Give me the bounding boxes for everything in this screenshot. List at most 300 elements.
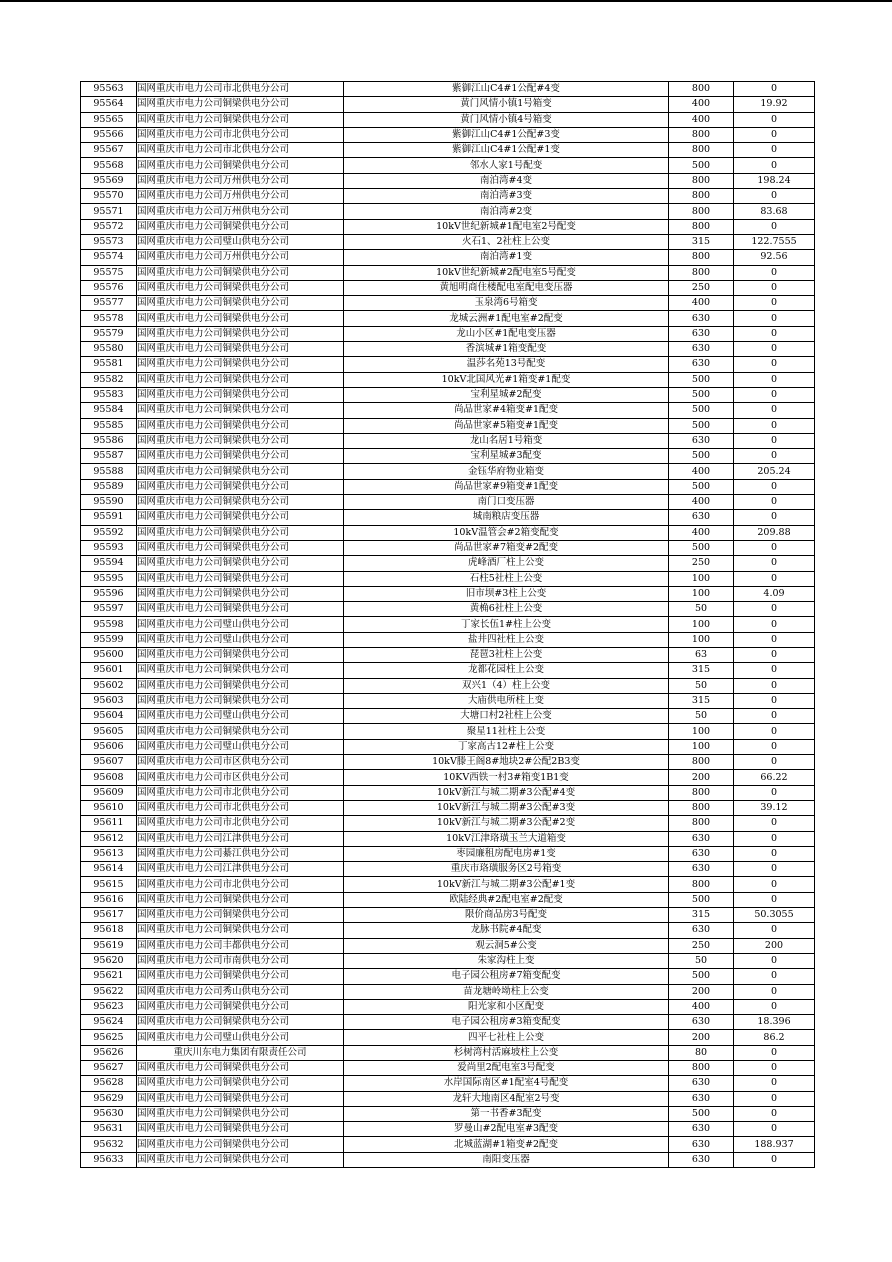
- capacity: 100: [669, 739, 734, 754]
- company-name: 国网重庆市电力公司铜梁供电分公司: [137, 311, 344, 326]
- row-id: 95565: [81, 112, 137, 127]
- company-name: 国网重庆市电力公司市北供电分公司: [137, 82, 344, 97]
- row-id: 95625: [81, 1030, 137, 1045]
- capacity: 630: [669, 433, 734, 448]
- row-id: 95624: [81, 1015, 137, 1030]
- transformer-name: 阳光家和小区配变: [344, 999, 669, 1014]
- company-name: 国网重庆市电力公司万州供电分公司: [137, 204, 344, 219]
- load-value: 0: [734, 280, 815, 295]
- transformer-name: 黄桷6社柱上公变: [344, 602, 669, 617]
- row-id: 95578: [81, 311, 137, 326]
- row-id: 95583: [81, 387, 137, 402]
- table-row: [81, 495, 815, 510]
- company-name: 国网重庆市电力公司铜梁供电分公司: [137, 663, 344, 678]
- capacity: 800: [669, 173, 734, 188]
- table-row: [81, 296, 815, 311]
- company-name: 国网重庆市电力公司铜梁供电分公司: [137, 969, 344, 984]
- row-id: 95633: [81, 1152, 137, 1167]
- row-id: 95598: [81, 617, 137, 632]
- capacity: 500: [669, 1106, 734, 1121]
- row-id: 95607: [81, 755, 137, 770]
- capacity: 630: [669, 831, 734, 846]
- table-row: [81, 464, 815, 479]
- capacity: 400: [669, 296, 734, 311]
- company-name: 国网重庆市电力公司铜梁供电分公司: [137, 1106, 344, 1121]
- load-value: 0: [734, 617, 815, 632]
- capacity: 400: [669, 999, 734, 1014]
- load-value: 0: [734, 647, 815, 662]
- capacity: 500: [669, 418, 734, 433]
- company-name: 国网重庆市电力公司铜梁供电分公司: [137, 112, 344, 127]
- row-id: 95593: [81, 540, 137, 555]
- transformer-name: 金钰华府物业箱变: [344, 464, 669, 479]
- table-row: [81, 999, 815, 1014]
- table-row: [81, 709, 815, 724]
- company-name: 国网重庆市电力公司铜梁供电分公司: [137, 280, 344, 295]
- row-id: 95623: [81, 999, 137, 1014]
- load-value: 0: [734, 82, 815, 97]
- row-id: 95631: [81, 1122, 137, 1137]
- row-id: 95574: [81, 250, 137, 265]
- transformer-name: 10KV西铁一村3#箱变1B1变: [344, 770, 669, 785]
- load-value: 0: [734, 785, 815, 800]
- table-row: [81, 724, 815, 739]
- row-id: 95618: [81, 923, 137, 938]
- capacity: 500: [669, 969, 734, 984]
- company-name: 国网重庆市电力公司綦江供电分公司: [137, 846, 344, 861]
- row-id: 95601: [81, 663, 137, 678]
- transformer-name: 10kV新江与城二期#3公配#3变: [344, 800, 669, 815]
- table-row: [81, 127, 815, 142]
- row-id: 95587: [81, 449, 137, 464]
- load-value: 0: [734, 433, 815, 448]
- company-name: 国网重庆市电力公司铜梁供电分公司: [137, 219, 344, 234]
- transformer-name: 聚星11社柱上公变: [344, 724, 669, 739]
- capacity: 630: [669, 1015, 734, 1030]
- transformer-name: 丁家长伍1#柱上公变: [344, 617, 669, 632]
- load-value: 19.92: [734, 97, 815, 112]
- table-row: [81, 173, 815, 188]
- load-value: 122.7555: [734, 234, 815, 249]
- transformer-name: 杉树湾村活麻坡柱上公变: [344, 1045, 669, 1060]
- capacity: 800: [669, 755, 734, 770]
- capacity: 800: [669, 189, 734, 204]
- load-value: 0: [734, 953, 815, 968]
- table-row: [81, 112, 815, 127]
- capacity: 630: [669, 1152, 734, 1167]
- table-row: [81, 739, 815, 754]
- capacity: 50: [669, 953, 734, 968]
- row-id: 95580: [81, 342, 137, 357]
- row-id: 95629: [81, 1091, 137, 1106]
- table-row: [81, 678, 815, 693]
- table-row: [81, 862, 815, 877]
- transformer-name: 龙山名居1号箱变: [344, 433, 669, 448]
- load-value: 0: [734, 999, 815, 1014]
- company-name: 国网重庆市电力公司铜梁供电分公司: [137, 464, 344, 479]
- company-name: 国网重庆市电力公司铜梁供电分公司: [137, 1091, 344, 1106]
- transformer-name: 紫御江山C4#1公配#4变: [344, 82, 669, 97]
- load-value: 0: [734, 862, 815, 877]
- row-id: 95614: [81, 862, 137, 877]
- table-row: [81, 846, 815, 861]
- capacity: 500: [669, 372, 734, 387]
- transformer-name: 尚品世家#9箱变#1配变: [344, 479, 669, 494]
- load-value: 0: [734, 1061, 815, 1076]
- table-row: [81, 984, 815, 999]
- table-body: [81, 82, 815, 1168]
- row-id: 95600: [81, 647, 137, 662]
- table-row: [81, 158, 815, 173]
- load-value: 0: [734, 816, 815, 831]
- load-value: 0: [734, 127, 815, 142]
- capacity: 630: [669, 1091, 734, 1106]
- company-name: 国网重庆市电力公司铜梁供电分公司: [137, 449, 344, 464]
- transformer-name: 盐井四社柱上公变: [344, 632, 669, 647]
- row-id: 95597: [81, 602, 137, 617]
- company-name: 国网重庆市电力公司铜梁供电分公司: [137, 158, 344, 173]
- load-value: 0: [734, 663, 815, 678]
- row-id: 95617: [81, 908, 137, 923]
- capacity: 50: [669, 709, 734, 724]
- row-id: 95604: [81, 709, 137, 724]
- table-row: [81, 433, 815, 448]
- load-value: 0: [734, 831, 815, 846]
- transformer-name: 限价商品房3号配变: [344, 908, 669, 923]
- table-row: [81, 219, 815, 234]
- company-name: 国网重庆市电力公司市区供电分公司: [137, 755, 344, 770]
- table-row: [81, 342, 815, 357]
- capacity: 630: [669, 846, 734, 861]
- capacity: 800: [669, 816, 734, 831]
- capacity: 800: [669, 82, 734, 97]
- capacity: 400: [669, 525, 734, 540]
- transformer-name: 火石1、2社柱上公变: [344, 234, 669, 249]
- company-name: 国网重庆市电力公司铜梁供电分公司: [137, 1122, 344, 1137]
- transformer-name: 电子园公租房#7箱变配变: [344, 969, 669, 984]
- company-name: 国网重庆市电力公司铜梁供电分公司: [137, 387, 344, 402]
- capacity: 50: [669, 678, 734, 693]
- transformer-name: 尚品世家#7箱变#2配变: [344, 540, 669, 555]
- row-id: 95572: [81, 219, 137, 234]
- table-row: [81, 479, 815, 494]
- transformer-name: 南泊湾#1变: [344, 250, 669, 265]
- table-row: [81, 1091, 815, 1106]
- transformer-name: 黄门风情小镇1号箱变: [344, 97, 669, 112]
- company-name: 国网重庆市电力公司铜梁供电分公司: [137, 1152, 344, 1167]
- capacity: 200: [669, 1030, 734, 1045]
- load-value: 0: [734, 923, 815, 938]
- capacity: 630: [669, 326, 734, 341]
- table-row: [81, 204, 815, 219]
- transformer-name: 10kV世纪新城#2配电室5号配变: [344, 265, 669, 280]
- transformer-name: 尚品世家#5箱变#1配变: [344, 418, 669, 433]
- table-row: [81, 892, 815, 907]
- load-value: 0: [734, 495, 815, 510]
- capacity: 400: [669, 495, 734, 510]
- load-value: 50.3055: [734, 908, 815, 923]
- load-value: 0: [734, 418, 815, 433]
- table-row: [81, 540, 815, 555]
- table-row: [81, 800, 815, 815]
- company-name: 国网重庆市电力公司市北供电分公司: [137, 143, 344, 158]
- company-name: 国网重庆市电力公司铜梁供电分公司: [137, 556, 344, 571]
- capacity: 200: [669, 770, 734, 785]
- company-name: 国网重庆市电力公司铜梁供电分公司: [137, 1137, 344, 1152]
- company-name: 国网重庆市电力公司璧山供电分公司: [137, 1030, 344, 1045]
- capacity: 500: [669, 892, 734, 907]
- table-row: [81, 143, 815, 158]
- load-value: 200: [734, 938, 815, 953]
- company-name: 国网重庆市电力公司铜梁供电分公司: [137, 296, 344, 311]
- company-name: 国网重庆市电力公司铜梁供电分公司: [137, 678, 344, 693]
- load-value: 0: [734, 1106, 815, 1121]
- load-value: 0: [734, 1045, 815, 1060]
- load-value: 0: [734, 678, 815, 693]
- capacity: 315: [669, 663, 734, 678]
- table-row: [81, 663, 815, 678]
- row-id: 95630: [81, 1106, 137, 1121]
- table-row: [81, 1030, 815, 1045]
- load-value: 0: [734, 1152, 815, 1167]
- transformer-name: 邻水人家1号配变: [344, 158, 669, 173]
- table-row: [81, 1152, 815, 1167]
- capacity: 500: [669, 479, 734, 494]
- transformer-name: 10kV温管会#2箱变配变: [344, 525, 669, 540]
- table-row: [81, 831, 815, 846]
- company-name: 国网重庆市电力公司铜梁供电分公司: [137, 571, 344, 586]
- transformer-name: 电子园公租房#3箱变配变: [344, 1015, 669, 1030]
- capacity: 800: [669, 204, 734, 219]
- transformer-name: 紫御江山C4#1公配#3变: [344, 127, 669, 142]
- capacity: 100: [669, 724, 734, 739]
- capacity: 63: [669, 647, 734, 662]
- load-value: 0: [734, 556, 815, 571]
- load-value: 0: [734, 540, 815, 555]
- company-name: 国网重庆市电力公司璧山供电分公司: [137, 632, 344, 647]
- table-row: [81, 923, 815, 938]
- company-name: 国网重庆市电力公司万州供电分公司: [137, 173, 344, 188]
- load-value: 0: [734, 158, 815, 173]
- capacity: 80: [669, 1045, 734, 1060]
- load-value: 0: [734, 632, 815, 647]
- transformer-name: 龙脉书院#4配变: [344, 923, 669, 938]
- load-value: 0: [734, 342, 815, 357]
- company-name: 国网重庆市电力公司市北供电分公司: [137, 785, 344, 800]
- table-row: [81, 816, 815, 831]
- transformer-name: 丁家高古12#柱上公变: [344, 739, 669, 754]
- load-value: 0: [734, 143, 815, 158]
- transformer-name: 虎峰酒厂柱上公变: [344, 556, 669, 571]
- row-id: 95627: [81, 1061, 137, 1076]
- row-id: 95612: [81, 831, 137, 846]
- table-row: [81, 280, 815, 295]
- transformer-name: 温莎名苑13号配变: [344, 357, 669, 372]
- row-id: 95592: [81, 525, 137, 540]
- capacity: 500: [669, 158, 734, 173]
- load-value: 0: [734, 602, 815, 617]
- transformer-name: 观云洞5#公变: [344, 938, 669, 953]
- load-value: 0: [734, 510, 815, 525]
- company-name: 国网重庆市电力公司铜梁供电分公司: [137, 510, 344, 525]
- capacity: 500: [669, 449, 734, 464]
- transformer-name: 南泊湾#4变: [344, 173, 669, 188]
- company-name: 国网重庆市电力公司铜梁供电分公司: [137, 479, 344, 494]
- row-id: 95608: [81, 770, 137, 785]
- load-value: 0: [734, 571, 815, 586]
- load-value: 0: [734, 372, 815, 387]
- row-id: 95566: [81, 127, 137, 142]
- company-name: 国网重庆市电力公司万州供电分公司: [137, 250, 344, 265]
- company-name: 国网重庆市电力公司铜梁供电分公司: [137, 525, 344, 540]
- load-value: 0: [734, 739, 815, 754]
- capacity: 800: [669, 1061, 734, 1076]
- load-value: 0: [734, 693, 815, 708]
- row-id: 95582: [81, 372, 137, 387]
- capacity: 630: [669, 862, 734, 877]
- table-row: [81, 693, 815, 708]
- table-row: [81, 938, 815, 953]
- row-id: 95586: [81, 433, 137, 448]
- table-row: [81, 1106, 815, 1121]
- capacity: 800: [669, 800, 734, 815]
- transformer-name: 宝利星城#2配变: [344, 387, 669, 402]
- transformer-name: 10kV新江与城二期#3公配#1变: [344, 877, 669, 892]
- load-value: 0: [734, 403, 815, 418]
- capacity: 630: [669, 342, 734, 357]
- company-name: 国网重庆市电力公司市北供电分公司: [137, 816, 344, 831]
- capacity: 630: [669, 1076, 734, 1091]
- row-id: 95605: [81, 724, 137, 739]
- company-name: 国网重庆市电力公司江津供电分公司: [137, 831, 344, 846]
- company-name: 国网重庆市电力公司铜梁供电分公司: [137, 693, 344, 708]
- company-name: 国网重庆市电力公司铜梁供电分公司: [137, 908, 344, 923]
- row-id: 95606: [81, 739, 137, 754]
- transformer-name: 南泊湾#3变: [344, 189, 669, 204]
- table-row: [81, 1045, 815, 1060]
- transformer-name: 黄旭明商住楼配电室配电变压器: [344, 280, 669, 295]
- row-id: 95594: [81, 556, 137, 571]
- table-row: [81, 1076, 815, 1091]
- transformer-name: 南阳变压器: [344, 1152, 669, 1167]
- capacity: 800: [669, 250, 734, 265]
- transformer-name: 北城蓝湖#1箱变#2配变: [344, 1137, 669, 1152]
- company-name: 国网重庆市电力公司江津供电分公司: [137, 862, 344, 877]
- load-value: 0: [734, 969, 815, 984]
- row-id: 95563: [81, 82, 137, 97]
- load-value: 198.24: [734, 173, 815, 188]
- table-row: [81, 953, 815, 968]
- table-row: [81, 82, 815, 97]
- table-row: [81, 877, 815, 892]
- row-id: 95616: [81, 892, 137, 907]
- transformer-name: 欧陆经典#2配电室#2配变: [344, 892, 669, 907]
- load-value: 66.22: [734, 770, 815, 785]
- load-value: 0: [734, 984, 815, 999]
- table-row: [81, 1061, 815, 1076]
- table-row: [81, 525, 815, 540]
- company-name: 国网重庆市电力公司铜梁供电分公司: [137, 433, 344, 448]
- load-value: 188.937: [734, 1137, 815, 1152]
- load-value: 0: [734, 755, 815, 770]
- capacity: 800: [669, 143, 734, 158]
- company-name: 国网重庆市电力公司市南供电分公司: [137, 953, 344, 968]
- capacity: 800: [669, 219, 734, 234]
- load-value: 0: [734, 387, 815, 402]
- table-row: [81, 586, 815, 601]
- row-id: 95609: [81, 785, 137, 800]
- transformer-name: 10kV新江与城二期#3公配#4变: [344, 785, 669, 800]
- company-name: 国网重庆市电力公司市北供电分公司: [137, 127, 344, 142]
- capacity: 100: [669, 617, 734, 632]
- company-name: 国网重庆市电力公司铜梁供电分公司: [137, 999, 344, 1014]
- company-name: 国网重庆市电力公司璧山供电分公司: [137, 234, 344, 249]
- transformer-name: 玉泉湾6号箱变: [344, 296, 669, 311]
- transformer-name: 罗曼山#2配电室#3配变: [344, 1122, 669, 1137]
- transformer-name: 大庙供电所柱上变: [344, 693, 669, 708]
- transformer-name: 南泊湾#2变: [344, 204, 669, 219]
- transformer-name: 10kV世纪新城#1配电室2号配变: [344, 219, 669, 234]
- table-row: [81, 372, 815, 387]
- table-row: [81, 785, 815, 800]
- company-name: 国网重庆市电力公司铜梁供电分公司: [137, 342, 344, 357]
- capacity: 50: [669, 602, 734, 617]
- company-name: 国网重庆市电力公司铜梁供电分公司: [137, 403, 344, 418]
- capacity: 100: [669, 586, 734, 601]
- capacity: 250: [669, 556, 734, 571]
- row-id: 95576: [81, 280, 137, 295]
- table-row: [81, 1137, 815, 1152]
- table-row: [81, 632, 815, 647]
- company-name: 国网重庆市电力公司秀山供电分公司: [137, 984, 344, 999]
- transformer-name: 石柱5社柱上公变: [344, 571, 669, 586]
- row-id: 95568: [81, 158, 137, 173]
- transformer-name: 第一书香#3配变: [344, 1106, 669, 1121]
- load-value: 0: [734, 877, 815, 892]
- transformer-name: 大塘口村2社柱上公变: [344, 709, 669, 724]
- table-row: [81, 1015, 815, 1030]
- company-name: 国网重庆市电力公司铜梁供电分公司: [137, 495, 344, 510]
- transformer-name: 龙城云洲#1配电室#2配变: [344, 311, 669, 326]
- transformer-name: 10kV江津珞璜玉兰大道箱变: [344, 831, 669, 846]
- load-value: 39.12: [734, 800, 815, 815]
- row-id: 95595: [81, 571, 137, 586]
- capacity: 400: [669, 464, 734, 479]
- company-name: 国网重庆市电力公司铜梁供电分公司: [137, 418, 344, 433]
- table-row: [81, 1122, 815, 1137]
- transformer-name: 重庆市珞璜服务区2号箱变: [344, 862, 669, 877]
- load-value: 0: [734, 892, 815, 907]
- transformer-name: 爱尚里2配电室3号配变: [344, 1061, 669, 1076]
- table-row: [81, 617, 815, 632]
- row-id: 95573: [81, 234, 137, 249]
- load-value: 209.88: [734, 525, 815, 540]
- transformer-name: 黄门风情小镇4号箱变: [344, 112, 669, 127]
- load-value: 0: [734, 357, 815, 372]
- row-id: 95570: [81, 189, 137, 204]
- table-row: [81, 189, 815, 204]
- table-row: [81, 418, 815, 433]
- company-name: 国网重庆市电力公司铜梁供电分公司: [137, 892, 344, 907]
- transformer-name: 宝利星城#3配变: [344, 449, 669, 464]
- capacity: 630: [669, 510, 734, 525]
- table-row: [81, 908, 815, 923]
- load-value: 92.56: [734, 250, 815, 265]
- capacity: 200: [669, 984, 734, 999]
- transformer-name: 龙轩大地南区4配室2号变: [344, 1091, 669, 1106]
- load-value: 205.24: [734, 464, 815, 479]
- company-name: 国网重庆市电力公司铜梁供电分公司: [137, 1015, 344, 1030]
